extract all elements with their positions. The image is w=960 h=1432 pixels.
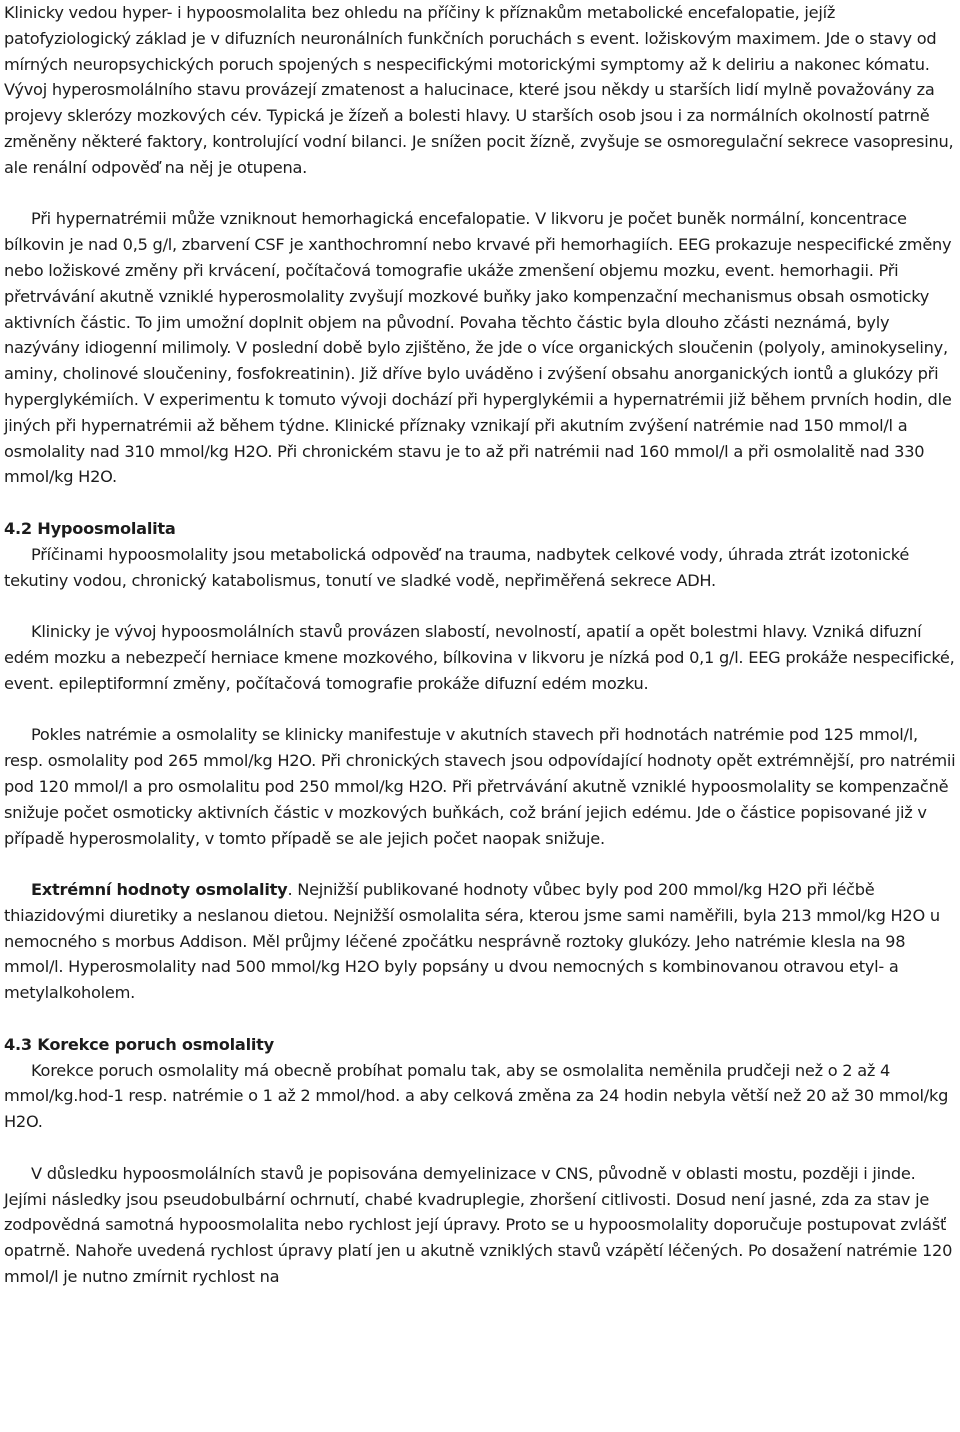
paragraph-natremia-decrease: Pokles natrémie a osmolality se klinicky manifestuje v akutních stavech při hodnotách natrémie pod 125 mmol/l, resp. osmolality pod 265 mmol/kg H2O. Při chronických stavech jsou odpovídající hodnoty opět extrémnější, pro natrémii pod 120 mmol/l a pro osmolalitu pod 250 mmol/kg H2O. Při přetrvávání akutně vzniklé hypoosmolality se kompenzačně snižuje počet osmoticky aktivních částic v mozkových buňkách, což brání jejich edému. Jde o částice popisované již v případě hyperosmolality, v tomto případě se ale jejich počet naopak snižuje.: [4, 725, 956, 848]
section-heading-korekce: 4.3 Korekce poruch osmolality: [4, 1034, 274, 1054]
paragraph-hypoosmolality-clinical: Klinicky je vývoj hypoosmolálních stavů provázen slabostí, nevolností, apatií a opět bolestmi hlavy. Vzniká difuzní edém mozku a nebezpečí herniace kmene mozkového, bílkovina v likvoru je nízká pod 0,1 g/l. EEG prokáže nespecifické, event. epileptiformní změny, počítačová tomografie prokáže difuzní edém mozku.: [4, 622, 955, 693]
section-heading-hypoosmolalita: 4.2 Hypoosmolalita: [4, 518, 176, 538]
paragraph-correction-rate: Korekce poruch osmolality má obecně probíhat pomalu tak, aby se osmolalita neměnila prudčeji než o 2 až 4 mmol/kg.hod-1 resp. natrémie o 1 až 2 mmol/hod. a aby celková změna za 24 hodin nebyla větší než 20 až 30 mmol/kg H2O.: [4, 1060, 949, 1132]
extreme-values-lead: Extrémní hodnoty osmolality: [31, 880, 288, 900]
paragraph-demyelination: V důsledku hypoosmolálních stavů je popisována demyelinizace v CNS, původně v oblasti mostu, později i jinde. Jejími následky jsou pseudobulbární ochrnutí, chabé kvadruplegie, zhoršení citlivosti. Dosud není jasné, zda za stav je zodpovědná samotná hypoosmolalita nebo rychlost její úpravy. Proto se u hypoosmolality doporučuje postupovat zvlášť opatrně. Nahoře uvedená rychlost úpravy platí jen u akutně vzniklých stavů vzápětí léčených. Po dosažení natrémie 120 mmol/l je nutno zmírnit rychlost na: [4, 1163, 953, 1287]
paragraph-encephalopathy: Klinicky vedou hyper- i hypoosmolalita bez ohledu na příčiny k příznakům metabolické encefalopatie, jejíž patofyziologický základ je v difuzních neuronálních funkčních poruchách s event. ložiskovým maximem. Jde o stavy od mírných neuropsychických poruch spojených s nespecifickými motorickými symptomy až k deliriu a nakonec kómatu. Vývoj hyperosmolálního stavu provázejí zmatenost a halucinace, které jsou někdy u starších lidí mylně považovány za projevy sklerózy mozkových cév. Typická je žízeň a bolesti hlavy. U starších osob jsou i za normálních okolností patrně změněny některé faktory, kontrolující vodní bilanci. Je snížen pocit žízně, zvyšuje se osmoregulační sekrece vasopresinu, ale renální odpověď na něj je otupena.: [4, 3, 954, 177]
paragraph-extreme-values: [4, 877, 958, 1006]
extreme-values-text: . Nejnižší publikované hodnoty vůbec byly pod 200 mmol/kg H2O při léčbě thiazidovými diuretiky a neslanou dietou. Nejnižší osmolalita séra, kterou jsme sami naměřili, byla 213 mmol/kg H2O u nemocného s morbus Addison. Měl průjmy léčené zpočátku nesprávně roztoky glukózy. Jeho natrémie klesla na 98 mmol/l. Hyperosmolality nad 500 mmol/kg H2O byly popsány u dvou nemocných s kombinovanou otravou etyl- a metylalkoholem.: [4, 880, 940, 1003]
paragraph-hypernatremia: Při hypernatrémii může vzniknout hemorhagická encefalopatie. V likvoru je počet buněk normální, koncentrace bílkovin je nad 0,5 g/l, zbarvení CSF je xanthochromní nebo krvavé při hemorhagiích. EEG prokazuje nespecifické změny nebo ložiskové změny při krvácení, počítačová tomografie ukáže zmenšení objemu mozku, event. hemorhagii. Při přetrvávání akutně vzniklé hyperosmolality zvyšují mozkové buňky jako kompenzační mechanismus obsah osmoticky aktivních částic. To jim umožní doplnit objem na původní. Povaha těchto částic byla dlouho zčásti neznámá, byly nazývány idiogenní milimoly. V poslední době bylo zjištěno, že jde o více organických sloučenin (polyoly, aminokyseliny, aminy, cholinové sloučeniny, fosfokreatinin). Již dříve bylo uváděno i zvýšení obsahu anorganických iontů a glukózy při hyperglykémiích. V experimentu k tomuto vývoji dochází při hyperglykémii a hypernatrémii již během prvních hodin, dle jiných při hypernatrémii až během týdne. Klinické příznaky vznikají při akutním zvýšení natrémie nad 150 mmol/l a osmolality nad 310 mmol/kg H2O. Při chronickém stavu je to až při natrémii nad 160 mmol/l a při osmolalitě nad 330 mmol/kg H2O.: [4, 209, 952, 487]
document-page: [4, 0, 958, 1290]
paragraph-hypoosmolality-causes: Příčinami hypoosmolality jsou metabolická odpověď na trauma, nadbytek celkové vody, úhrada ztrát izotonické tekutiny vodou, chronický katabolismus, tonutí ve sladké vodě, nepřiměřená sekrece ADH.: [4, 544, 910, 590]
